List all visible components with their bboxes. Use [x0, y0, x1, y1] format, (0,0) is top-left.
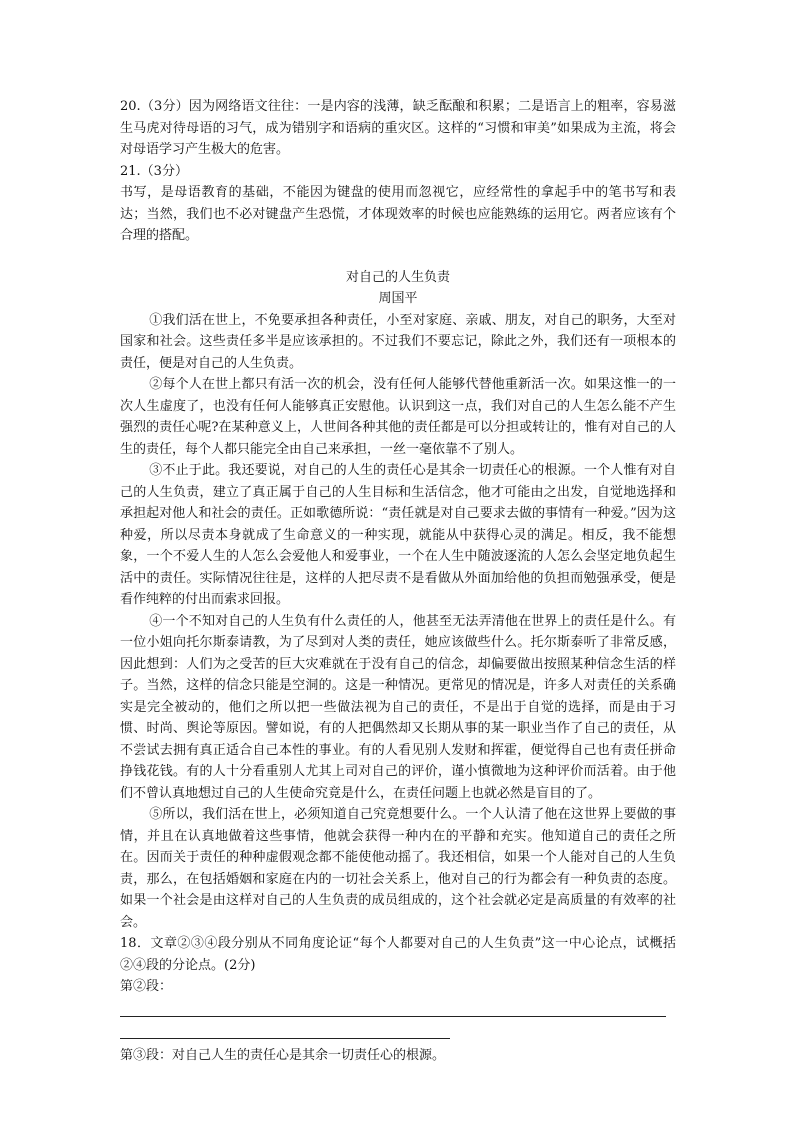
- question-18: 18．文章②③④段分别从不同角度论证“每个人都要对自己的人生负责”这一中心论点，试概括②④段的分论点。(2分): [120, 936, 676, 973]
- question-18-paragraph-2-label: 第②段：: [120, 979, 173, 994]
- answer-21-body: 书写，是母语教育的基础，不能因为键盘的使用而忽视它，应经常性的拿起手中的笔书写和表达；当然，我们也不必对键盘产生恐慌，才体现效率的时候也应能熟练的运用它。两者应该有个合理的搭配。: [120, 185, 676, 243]
- article-paragraph-3: ③不止于此。我还要说，对自己的人生的责任心是其余一切责任心的根源。一个人惟有对自己的人生负责，建立了真正属于自己的人生目标和生活信念，他才可能由之出发，自觉地选择和承担起对他人和社会的责任。正如歌德所说：“责任就是对自己要求去做的事情有一种爱。”因为这种爱，所以尽责本身就成了生命意义的一种实现，就能从中获得心灵的满足。相反，我不能想象，一个不爱人生的人怎么会爱他人和爱事业，一个在人生中随波逐流的人怎么会坚定地负起生活中的责任。实际情况往往是，这样的人把尽责不是看做从外面加给他的负担而勉强承受，便是看作纯粹的付出而索求回报。: [120, 463, 676, 607]
- document-content: [120, 96, 676, 1066]
- article-title: 对自己的人生负责: [345, 269, 450, 285]
- article-paragraph-2: ②每个人在世上都只有活一次的机会，没有任何人能够代替他重新活一次。如果这惟一的一次人生虚度了，也没有任何人能够真正安慰他。认识到这一点，我们对自己的人生怎么能不产生强烈的责任心呢?在某种意义上，人世间各种其他的责任都是可以分担或转让的，惟有对自己的人生的责任，每个人都只能完全由自己来承担，一丝一毫依靠不了别人。: [120, 377, 676, 457]
- answer-21-heading: 21.（3分）: [120, 163, 188, 179]
- article-author: 周国平: [378, 291, 418, 306]
- article-paragraph-1: ①我们活在世上，不免要承担各种责任，小至对家庭、亲戚、朋友，对自己的职务，大至对国家和社会。这些责任多半是应该承担的。不过我们不要忘记，除此之外，我们还有一项根本的责任，便是对自己的人生负责。: [120, 312, 676, 371]
- article-paragraph-5: ⑤所以，我们活在世上，必须知道自己究竟想要什么。一个人认清了他在这世界上要做的事情，并且在认真地做着这些事情，他就会获得一种内在的平静和充实。他知道自己的责任之所在。因而关于责任的种种虚假观念都不能使他动摇了。我还相信，如果一个人能对自己的人生负责，那么，在包括婚姻和家庭在内的一切社会关系上，他对自己的行为都会有一种负责的态度。如果一个社会是由这样对自己的人生负责的成员组成的，这个社会就必定是高质量的有效率的社会。: [120, 807, 676, 930]
- answer-20: 20.（3分）因为网络语文往往：一是内容的浅薄，缺乏酝酿和积累；二是语言上的粗率，容易滋生马虎对待母语的习气，成为错别字和语病的重灾区。这样的“习惯和审美”如果成为主流，将会对母语学习产生极大的危害。: [120, 99, 676, 157]
- question-18-paragraph-3-answer: 第③段：对自己人生的责任心是其余一切责任心的根源。: [120, 1047, 446, 1063]
- article-paragraph-4: ④一个不知对自己的人生负有什么责任的人，他甚至无法弄清他在世界上的责任是什么。有一位小姐向托尔斯泰请教，为了尽到对人类的责任，她应该做些什么。托尔斯泰听了非常反感，因此想到：人们为之受苦的巨大灾难就在于没有自己的信念，却偏要做出按照某种信念生活的样子。当然，这样的信念只能是空洞的。这是一种情况。更常见的情况是，许多人对责任的关系确实是完全被动的，他们之所以把一些做法视为自己的责任，不是出于自觉的选择，而是由于习惯、时尚、舆论等原因。譬如说，有的人把偶然却又长期从事的某一职业当作了自己的责任，从不尝试去拥有真正适合自己本性的事业。有的人看见别人发财和挥霍，便觉得自己也有责任拼命挣钱花钱。有的人十分看重别人尤其上司对自己的评价，谨小慎微地为这种评价而活着。由于他们不曾认真地想过自己的人生使命究竟是什么，在责任问题上也就必然是盲目的了。: [120, 613, 676, 801]
- answer-blank-line: [120, 1038, 450, 1039]
- answer-blank-line: [120, 1016, 666, 1017]
